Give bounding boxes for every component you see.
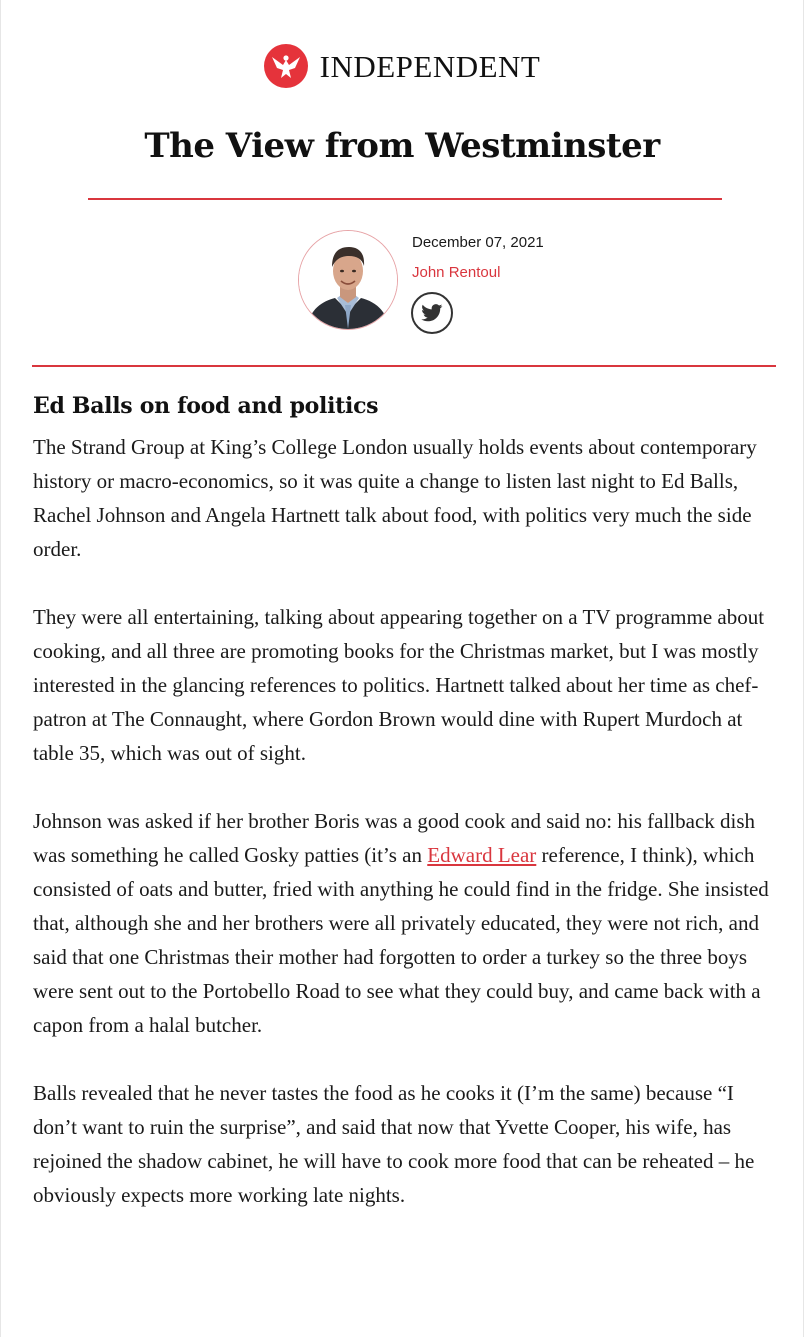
eagle-logo-icon (264, 44, 308, 88)
article-heading: Ed Balls on food and politics (33, 393, 379, 419)
twitter-button[interactable] (411, 292, 453, 334)
author-link[interactable]: John Rentoul (412, 264, 501, 281)
article (33, 390, 778, 1246)
byline-divider (32, 365, 776, 367)
masthead[interactable] (0, 42, 804, 90)
title-divider (88, 198, 722, 200)
paragraph-3-text-end: reference, I think), which consisted of oats and butter, fried with anything he could find in the fridge. She insisted that, although she and her brothers were all privately educated, they were not rich, and said that one Christmas their mother had forgotten to order a turkey so the three boys were sent out to the Portobello Road to see what they could buy, and came back with a capon from a halal butcher. (33, 843, 769, 1037)
paragraph-3-text-start: Johnson was asked if her brother Boris was a good cook and said no: his fallback dish was something he called Gosky patties (it’s an (33, 809, 756, 867)
twitter-icon (421, 304, 443, 322)
newsletter-title: The View from Westminster (144, 126, 660, 166)
edward-lear-link[interactable]: Edward Lear (427, 843, 537, 867)
publish-date: December 07, 2021 (412, 234, 544, 251)
byline (298, 230, 598, 334)
brand-wordmark: INDEPENDENT (319, 48, 541, 84)
paragraph-4: Balls revealed that he never tastes the food as he cooks it (I’m the same) because “I don’t want to ruin the surprise”, and said that now that Yvette Cooper, his wife, has rejoined the shadow cabinet, he will have to cook more food that can be reheated – he obviously expects more working late nights. (33, 1081, 755, 1207)
paragraph-2: They were all entertaining, talking about appearing together on a TV programme about cooking, and all three are promoting books for the Christmas market, but I was mostly interested in the glancing references to politics. Hartnett talked about her time as chef-patron at The Connaught, where Gordon Brown would dine with Rupert Murdoch at table 35, which was out of sight. (33, 605, 765, 765)
paragraph-3 (33, 804, 778, 1042)
author-avatar[interactable] (298, 230, 398, 330)
paragraph-1: The Strand Group at King’s College London usually holds events about contemporary history or macro-economics, so it was quite a change to listen last night to Ed Balls, Rachel Johnson and Angela Hartnett talk about food, with politics very much the side order. (33, 435, 757, 561)
page-border-left (0, 0, 1, 1337)
